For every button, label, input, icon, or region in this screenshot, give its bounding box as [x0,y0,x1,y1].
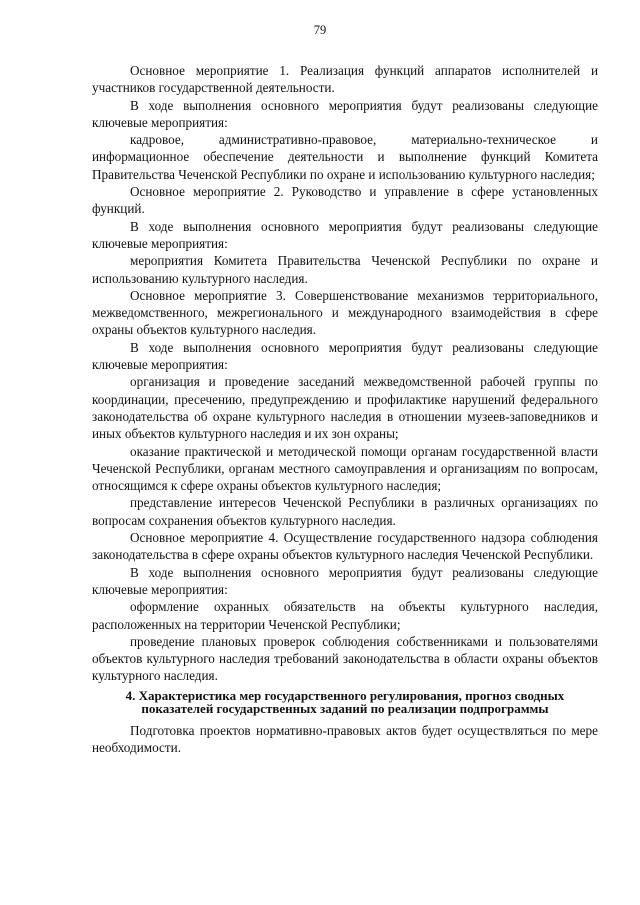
paragraph: оказание практической и методической помощи органам государственной власти Чеченской Республики, органам местного самоуправления и организациям по вопросам, относящимся к сфере охраны объектов культурного наследия; [92,443,598,494]
paragraph: организация и проведение заседаний межведомственной рабочей группы по координации, пресечению, предупреждению и профилактике нарушений федерального законодательства об охране культурного наследия в отношении музеев-заповедников и иных объектов культурного наследия и их зон охраны; [92,374,598,442]
paragraph: Основное мероприятие 1. Реализация функций аппаратов исполнителей и участников государственной деятельности. [92,63,598,96]
paragraph: В ходе выполнения основного мероприятия будут реализованы следующие ключевые мероприятия: [92,564,598,597]
section-heading: 4. Характеристика мер государственного регулирования, прогноз сводных показателей государственных заданий по реализации подпрограммы [125,687,565,717]
paragraph: Основное мероприятие 2. Руководство и управление в сфере установленных функций. [92,184,598,217]
paragraph: В ходе выполнения основного мероприятия будут реализованы следующие ключевые мероприятия: [92,218,598,251]
paragraph: В ходе выполнения основного мероприятия будут реализованы следующие ключевые мероприятия: [92,97,598,130]
page-body [92,62,598,756]
paragraph: оформление охранных обязательств на объекты культурного наследия, расположенных на территории Чеченской Республики; [92,599,598,632]
paragraph: Подготовка проектов нормативно-правовых актов будет осуществляться по мере необходимости. [92,722,598,755]
paragraph: кадровое, административно-правовое, материально-техническое и информационное обеспечение деятельности и выполнение функций Комитета Правительства Чеченской Республики по охране и использованию культурного наследия; [92,132,598,182]
page-number: 79 [313,23,327,37]
paragraph: проведение плановых проверок соблюдения собственниками и пользователями объектов культурного наследия требований законодательства в области охраны объектов культурного наследия. [92,633,598,684]
paragraph: Основное мероприятие 3. Совершенствование механизмов территориального, межведомственного, межрегионального и международного взаимодействия в сфере охраны объектов культурного наследия. [92,287,598,338]
paragraph: Основное мероприятие 4. Осуществление государственного надзора соблюдения законодательства в сфере охраны объектов культурного наследия Чеченской Республики. [92,530,598,563]
paragraph: представление интересов Чеченской Республики в различных организациях по вопросам сохранения объектов культурного наследия. [92,495,598,528]
paragraph: мероприятия Комитета Правительства Чеченской Республики по охране и использованию культурного наследия. [92,253,598,286]
paragraph: В ходе выполнения основного мероприятия будут реализованы следующие ключевые мероприятия: [92,339,598,373]
